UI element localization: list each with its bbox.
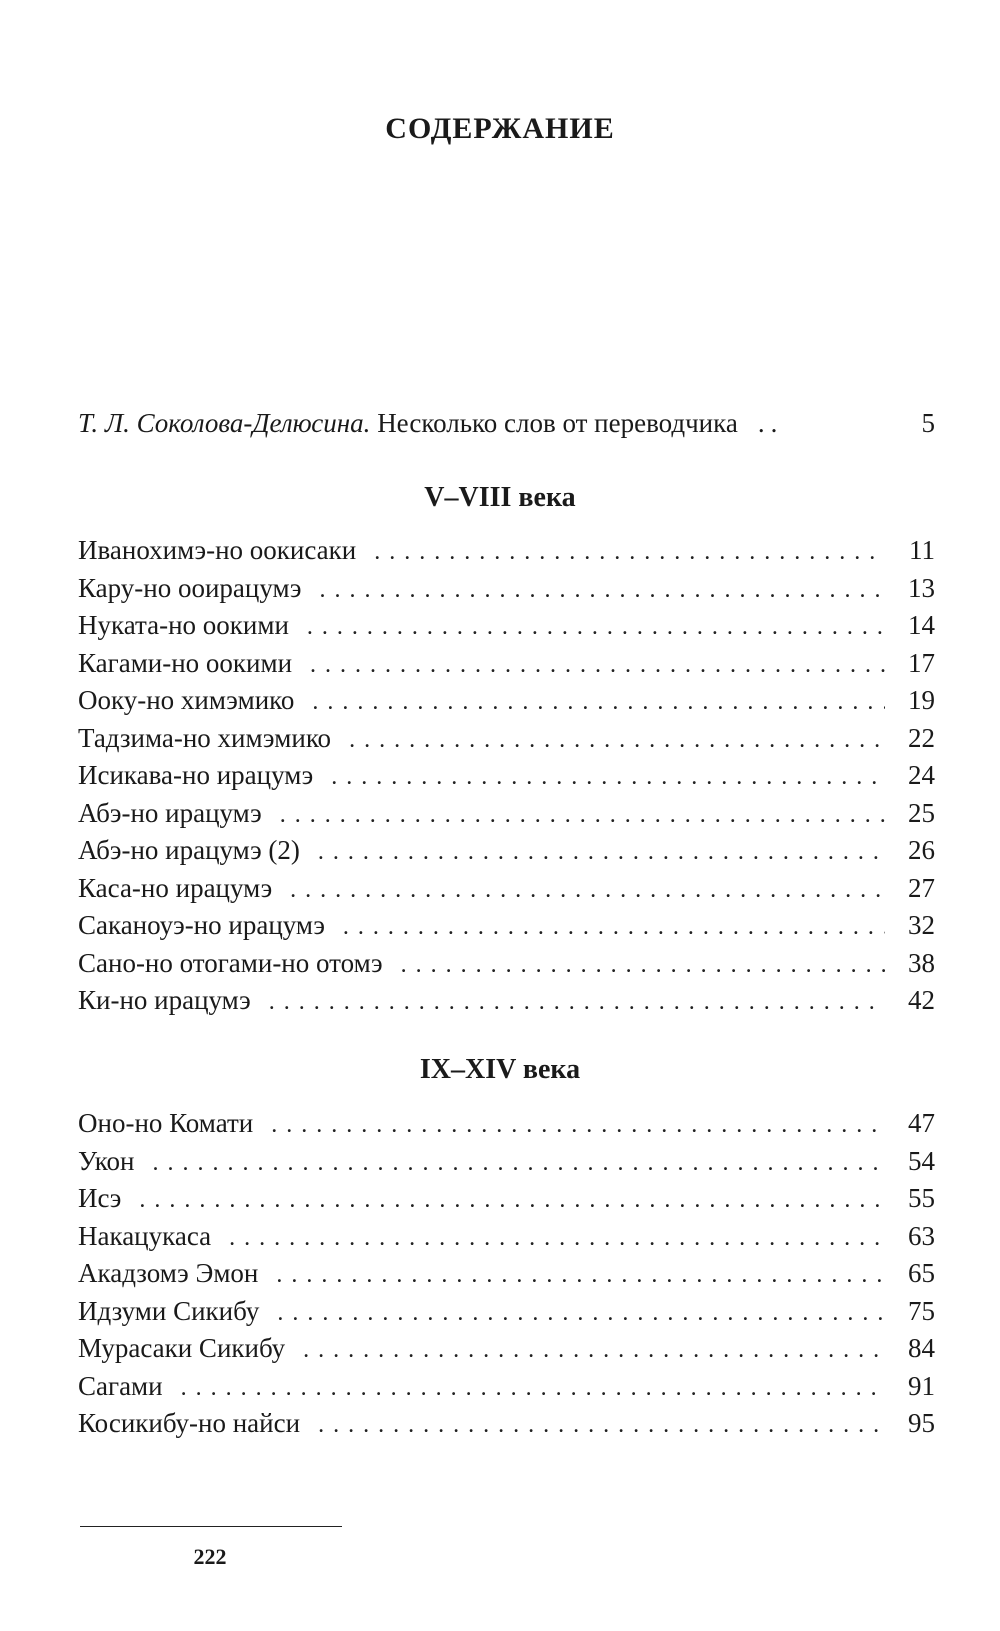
toc-entry-title: Абэ-но ирацумэ (2) <box>78 835 300 865</box>
toc-dot-leader <box>139 1187 885 1214</box>
toc-entry-page: 91 <box>908 1370 935 1401</box>
toc-entry-title: Ооку-но химэмико <box>78 685 295 715</box>
toc-dot-leader <box>331 764 885 791</box>
intro-leader: .. <box>757 408 784 438</box>
toc-entry-page: 19 <box>908 685 935 715</box>
toc-dot-leader <box>312 689 885 716</box>
toc-entry-title: Ки-но ирацумэ <box>78 985 251 1015</box>
toc-entry <box>78 985 935 1023</box>
toc-dot-leader <box>277 1300 885 1327</box>
toc-entry-title: Косикибу-но найси <box>78 1408 301 1438</box>
toc-entry-page: 75 <box>908 1295 935 1326</box>
toc-entry-page: 13 <box>908 572 935 603</box>
section-heading-2: IX–XIV века <box>419 1054 581 1085</box>
toc-entry-title: Саканоуэ-но ирацумэ <box>78 910 325 940</box>
toc-entry <box>78 1371 935 1409</box>
toc-entry-page: 38 <box>908 947 935 978</box>
toc-entry-page: 55 <box>908 1183 935 1213</box>
toc-entry-page: 63 <box>908 1220 935 1251</box>
intro-page: 5 <box>921 408 935 438</box>
toc-entry-title: Иванохимэ-но оокисаки <box>78 535 357 565</box>
footer-rule <box>80 1526 342 1527</box>
toc-entry <box>78 910 935 948</box>
toc-entry-title: Кагами-но оокими <box>78 647 293 678</box>
toc-dot-leader <box>271 1112 885 1139</box>
toc-dot-leader <box>276 1262 885 1289</box>
toc-entry-page: 14 <box>908 610 935 640</box>
toc-entry-title: Нуката-но оокими <box>78 610 289 640</box>
toc-entry-title: Каса-но ирацумэ <box>78 872 273 903</box>
toc-list-section-2 <box>78 1108 935 1446</box>
toc-dot-leader <box>374 539 885 566</box>
toc-entry <box>78 1183 935 1221</box>
toc-entry-page: 65 <box>908 1258 935 1288</box>
toc-entry-page: 11 <box>909 535 935 565</box>
toc-dot-leader <box>152 1150 885 1177</box>
toc-entry-page: 42 <box>908 985 935 1015</box>
intro-author: Т. Л. Соколова-Делюсина. <box>78 408 371 438</box>
toc-dot-leader <box>269 989 885 1016</box>
toc-dot-leader <box>303 1337 885 1364</box>
toc-entry-page: 27 <box>908 872 935 903</box>
toc-dot-leader <box>181 1375 885 1402</box>
toc-entry-page: 54 <box>908 1145 935 1176</box>
toc-entry <box>78 1258 935 1296</box>
section-heading-1: V–VIII века <box>424 482 576 513</box>
toc-entry <box>78 610 935 648</box>
toc-entry <box>78 573 935 611</box>
toc-entry <box>78 1108 935 1146</box>
toc-entry-title: Исэ <box>78 1183 122 1213</box>
toc-dot-leader <box>229 1225 885 1252</box>
toc-entry <box>78 835 935 873</box>
toc-entry-title: Мурасаки Сикибу <box>78 1333 286 1363</box>
toc-entry <box>78 1408 935 1446</box>
toc-entry-page: 26 <box>908 835 935 865</box>
toc-entry <box>78 873 935 911</box>
toc-entry <box>78 535 935 573</box>
toc-entry-title: Сагами <box>78 1370 163 1401</box>
toc-dot-leader <box>318 1412 885 1439</box>
toc-entry-title: Тадзима-но химэмико <box>78 722 332 753</box>
toc-dot-leader <box>307 614 885 641</box>
toc-dot-leader <box>310 652 885 679</box>
toc-dot-leader <box>349 727 885 754</box>
toc-dot-leader <box>320 577 885 604</box>
toc-entry <box>78 1221 935 1259</box>
page-title: СОДЕРЖАНИЕ <box>385 112 615 145</box>
toc-dot-leader <box>318 839 885 866</box>
toc-entry-title: Идзуми Сикибу <box>78 1295 260 1326</box>
toc-dot-leader <box>401 952 885 979</box>
toc-entry-title: Кару-но ооирацумэ <box>78 572 302 603</box>
toc-entry <box>78 798 935 836</box>
toc-entry <box>78 948 935 986</box>
toc-entry-title: Абэ-но ирацумэ <box>78 797 262 828</box>
toc-entry <box>78 1296 935 1334</box>
toc-entry-page: 17 <box>908 647 935 678</box>
toc-entry-page: 25 <box>908 797 935 828</box>
toc-dot-leader <box>280 802 885 829</box>
toc-entry-page: 84 <box>908 1333 935 1363</box>
toc-entry <box>78 760 935 798</box>
toc-entry-page: 95 <box>908 1408 935 1438</box>
toc-entry-title: Сано-но отогами-но отомэ <box>78 947 383 978</box>
toc-entry-title: Укон <box>78 1145 135 1176</box>
toc-entry-page: 32 <box>908 910 935 940</box>
toc-entry-title: Оно-но Комати <box>78 1108 254 1138</box>
intro-title: Несколько слов от переводчика <box>377 408 738 438</box>
toc-entry-title: Акадзомэ Эмон <box>78 1258 259 1288</box>
toc-entry <box>78 648 935 686</box>
toc-entry <box>78 685 935 723</box>
toc-intro-entry <box>78 408 935 439</box>
toc-dot-leader <box>343 914 885 941</box>
page-number: 222 <box>193 1544 227 1569</box>
toc-dot-leader <box>290 877 885 904</box>
toc-entry <box>78 1146 935 1184</box>
toc-entry <box>78 1333 935 1371</box>
toc-entry-page: 22 <box>908 722 935 753</box>
toc-entry-page: 24 <box>908 760 935 790</box>
toc-entry-title: Накацукаса <box>78 1220 212 1251</box>
toc-entry-title: Исикава-но ирацумэ <box>78 760 314 790</box>
toc-entry <box>78 723 935 761</box>
toc-entry-page: 47 <box>908 1108 935 1138</box>
toc-list-section-1 <box>78 535 935 1023</box>
